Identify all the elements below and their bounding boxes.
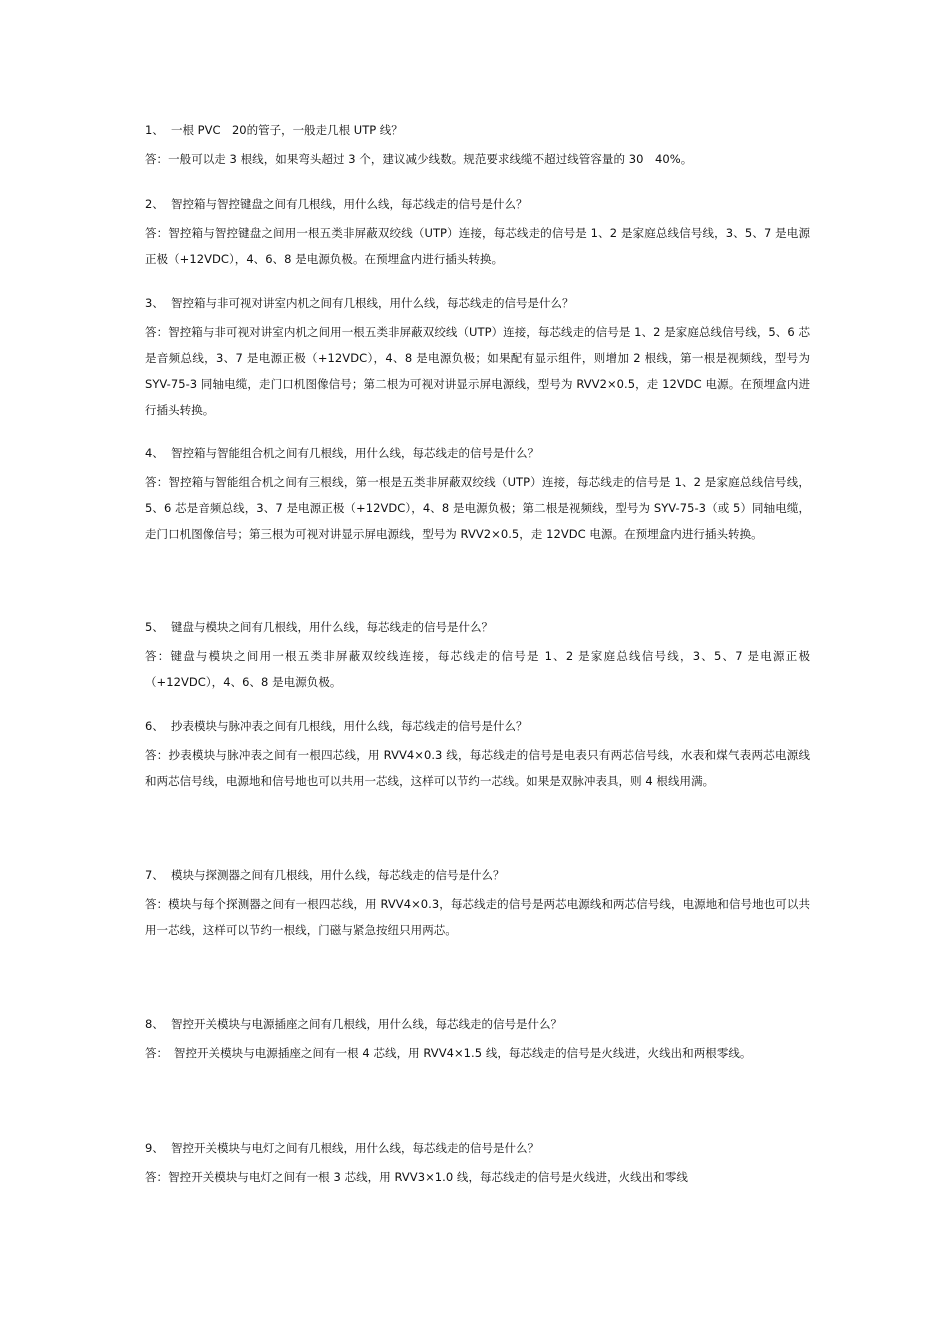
qa-item-4 [145,443,810,547]
question-text: 智控箱与非可视对讲室内机之间有几根线，用什么线，每芯线走的信号是什么？ [171,296,574,310]
question-number: 1、 [145,123,164,137]
question-number: 6、 [145,719,164,733]
answer-text: 答：智控箱与智能组合机之间有三根线，第一根是五类非屏蔽双绞线（UTP）连接，每芯线走的信号是 1、2 是家庭总线信号线，5、6 芯是音频总线，3、7 是电源正极（+12VDC），4、8 是电源负极；第二根是视频线，型号为 SYV-75-3（或 5）同轴电缆，走门口机图像信号；第三根为可视对讲显示屏电源线，型号为 RVV2×0.5，走 12VDC 电源。在预埋盒内进行插头转换。 [145,475,810,541]
question-text: 智控开关模块与电灯之间有几根线，用什么线，每芯线走的信号是什么？ [171,1141,539,1155]
question-text: 键盘与模块之间有几根线，用什么线，每芯线走的信号是什么？ [171,620,493,634]
question [145,443,810,463]
answer-text: 答：抄表模块与脉冲表之间有一根四芯线，用 RVV4×0.3 线，每芯线走的信号是电表只有两芯信号线，水表和煤气表两芯电源线和两芯信号线，电源地和信号地也可以共用一芯线，这样可以节约一芯线。如果是双脉冲表具，则 4 根线用满。 [145,748,810,788]
question-text: 一根 PVC 20的管子，一般走几根 UTP 线？ [171,123,403,137]
qa-item-3 [145,293,810,423]
qa-item-2 [145,194,810,272]
question-number: 2、 [145,197,164,211]
answer-text: 答：智控箱与智控键盘之间用一根五类非屏蔽双绞线（UTP）连接，每芯线走的信号是 1、2 是家庭总线信号线，3、5、7 是电源正极（+12VDC），4、6、8 是电源负极。在预埋盒内进行插头转换。 [145,226,810,266]
answer-text: 答：模块与每个探测器之间有一根四芯线，用 RVV4×0.3，每芯线走的信号是两芯电源线和两芯信号线，电源地和信号地也可以共用一芯线，这样可以节约一根线，门磁与紧急按纽只用两芯。 [145,897,810,937]
answer-text: 答：智控箱与非可视对讲室内机之间用一根五类非屏蔽双绞线（UTP）连接，每芯线走的信号是 1、2 是家庭总线信号线，5、6 芯是音频总线，3、7 是电源正极（+12VDC），4、8 是电源负极；如果配有显示组件，则增加 2 根线，第一根是视频线，型号为 SYV-75-3 同轴电缆，走门口机图像信号；第二根为可视对讲显示屏电源线，型号为 RVV2×0.5，走 12VDC 电源。在预埋盒内进行插头转换。 [145,325,810,417]
question-number: 5、 [145,620,164,634]
question-number: 7、 [145,868,164,882]
question-text: 抄表模块与脉冲表之间有几根线，用什么线，每芯线走的信号是什么？ [171,719,528,733]
answer-text: 答：键盘与模块之间用一根五类非屏蔽双绞线连接，每芯线走的信号是 1、2 是家庭总线信号线，3、5、7 是电源正极（+12VDC），4、6、8 是电源负极。 [145,649,810,689]
question [145,194,810,214]
qa-item-1 [145,120,810,172]
question [145,1138,810,1158]
answer-text: 答：一般可以走 3 根线，如果弯头超过 3 个，建议减少线数。规范要求线缆不超过线管容量的 30 40%。 [145,152,693,166]
question [145,617,810,637]
qa-item-6 [145,716,810,794]
question-text: 智控箱与智控键盘之间有几根线，用什么线，每芯线走的信号是什么？ [171,197,528,211]
question [145,865,810,885]
question-number: 9、 [145,1141,164,1155]
question [145,293,810,313]
question-text: 智控箱与智能组合机之间有几根线，用什么线，每芯线走的信号是什么？ [171,446,539,460]
answer-text: 答：智控开关模块与电灯之间有一根 3 芯线，用 RVV3×1.0 线，每芯线走的信号是火线进，火线出和零线 [145,1170,688,1184]
qa-item-9 [145,1138,810,1190]
question-text: 智控开关模块与电源插座之间有几根线，用什么线，每芯线走的信号是什么？ [171,1017,562,1031]
question [145,1014,810,1034]
question-number: 8、 [145,1017,164,1031]
question [145,120,810,140]
question-number: 4、 [145,446,164,460]
qa-item-7 [145,865,810,943]
answer-text: 答： 智控开关模块与电源插座之间有一根 4 芯线，用 RVV4×1.5 线，每芯线走的信号是火线进，火线出和两根零线。 [145,1046,752,1060]
question [145,716,810,736]
qa-item-8 [145,1014,810,1066]
question-number: 3、 [145,296,164,310]
qa-item-5 [145,617,810,695]
question-text: 模块与探测器之间有几根线，用什么线，每芯线走的信号是什么？ [171,868,505,882]
